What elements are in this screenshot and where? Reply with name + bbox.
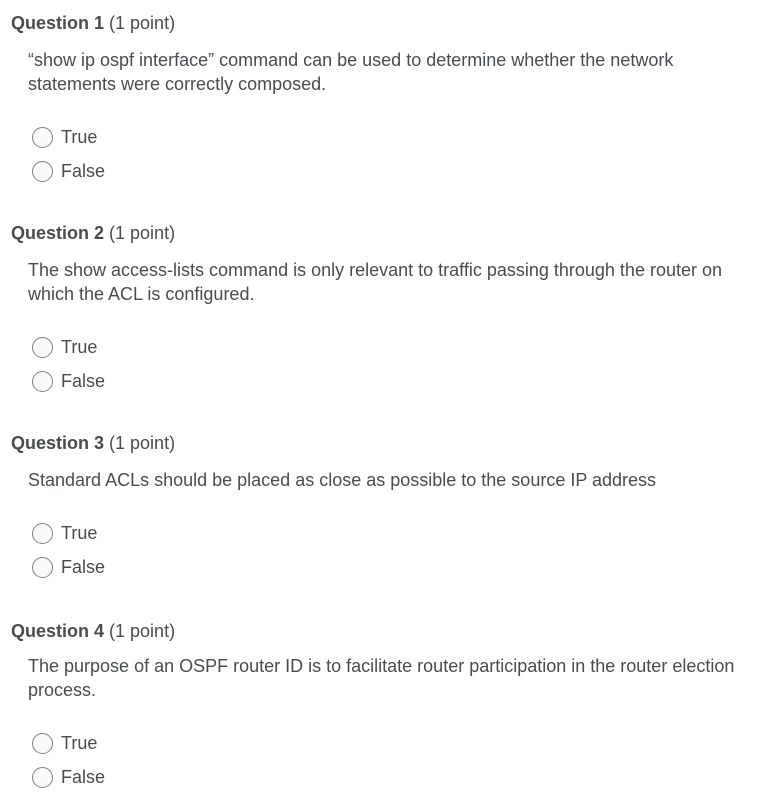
radio-button-icon[interactable] (32, 557, 53, 578)
option-true[interactable] (32, 124, 97, 150)
radio-button-icon[interactable] (32, 337, 53, 358)
option-true[interactable] (32, 730, 97, 756)
option-label: False (61, 371, 106, 391)
question-text: The show access-lists command is only relevant to traffic passing through the router on which the ACL is configured. (28, 260, 723, 304)
radio-button-icon[interactable] (32, 161, 53, 182)
question-number: Question 3 (11, 433, 105, 453)
option-label: True (61, 733, 98, 753)
option-false[interactable] (32, 764, 105, 790)
radio-button-icon[interactable] (32, 523, 53, 544)
question-text: Standard ACLs should be placed as close as possible to the source IP address (28, 470, 657, 490)
question-text: The purpose of an OSPF router ID is to facilitate router participation in the router election process. (28, 656, 735, 700)
radio-button-icon[interactable] (32, 733, 53, 754)
option-label: False (61, 557, 106, 577)
option-label: True (61, 127, 98, 147)
question-title (11, 620, 175, 642)
question-number: Question 1 (11, 13, 105, 33)
option-true[interactable] (32, 334, 97, 360)
option-false[interactable] (32, 158, 105, 184)
radio-button-icon[interactable] (32, 767, 53, 788)
question-points: (1 point) (109, 223, 176, 243)
option-label: True (61, 337, 98, 357)
question-points: (1 point) (109, 13, 176, 33)
radio-button-icon[interactable] (32, 371, 53, 392)
question-title (11, 12, 175, 34)
option-false[interactable] (32, 368, 105, 394)
option-label: False (61, 161, 106, 181)
option-label: False (61, 767, 106, 787)
question-points: (1 point) (109, 433, 176, 453)
radio-button-icon[interactable] (32, 127, 53, 148)
question-points: (1 point) (109, 621, 176, 641)
question-text: “show ip ospf interface” command can be used to determine whether the network statements were correctly composed. (28, 50, 674, 94)
question-title (11, 222, 175, 244)
question-title (11, 432, 175, 454)
option-false[interactable] (32, 554, 105, 580)
question-number: Question 2 (11, 223, 105, 243)
question-number: Question 4 (11, 621, 105, 641)
option-true[interactable] (32, 520, 97, 546)
option-label: True (61, 523, 98, 543)
